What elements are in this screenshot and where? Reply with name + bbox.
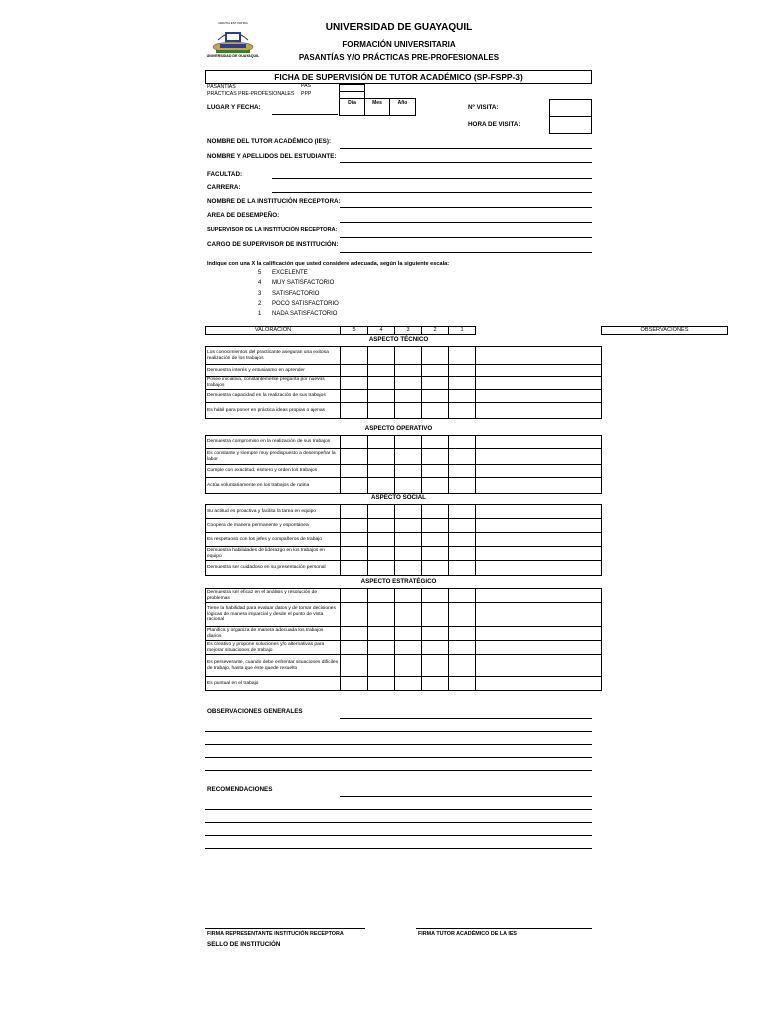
score-cell[interactable] <box>395 436 422 449</box>
table-row <box>206 365 602 377</box>
visit-no-field[interactable] <box>549 99 592 117</box>
score-cell[interactable] <box>341 677 368 691</box>
col-1: 1 <box>449 327 476 335</box>
criterion-text: Coopera de manera permanente y espontánea <box>206 519 341 533</box>
score-cell[interactable] <box>449 478 476 494</box>
criterion-text: Es respetuoso con los jefes y compañeros de trabajo <box>206 533 341 547</box>
score-cell[interactable] <box>449 390 476 403</box>
table-row <box>206 561 602 576</box>
table-row <box>206 603 602 627</box>
criterion-text: Su actitud es proactiva y facilita la tarea en equipo <box>206 505 341 519</box>
score-cell[interactable] <box>449 561 476 576</box>
table-row <box>206 677 602 691</box>
score-cell[interactable] <box>341 641 368 655</box>
university-name: UNIVERSIDAD DE GUAYAQUIL <box>325 22 473 33</box>
score-cell[interactable] <box>449 655 476 677</box>
observation-cell[interactable] <box>476 627 602 641</box>
recommendations-line[interactable] <box>205 809 592 810</box>
table-row <box>206 465 602 478</box>
score-cell[interactable] <box>422 436 449 449</box>
visit-time-field[interactable] <box>549 116 592 134</box>
col-3: 3 <box>395 327 422 335</box>
score-cell[interactable] <box>449 449 476 465</box>
scale-item: 2 POCO SATISFACTORIO <box>258 300 339 307</box>
score-cell[interactable] <box>422 561 449 576</box>
observation-cell[interactable] <box>476 641 602 655</box>
program-line: PASANTÍAS Y/O PRÁCTICAS PRE-PROFESIONALES <box>298 53 500 62</box>
score-cell[interactable] <box>368 465 395 478</box>
table-row <box>206 449 602 465</box>
observation-cell[interactable] <box>476 465 602 478</box>
observation-cell[interactable] <box>476 377 602 390</box>
observation-cell[interactable] <box>476 505 602 519</box>
table-row <box>206 390 602 403</box>
score-cell[interactable] <box>341 655 368 677</box>
score-cell[interactable] <box>341 627 368 641</box>
recommendations-line[interactable] <box>340 796 592 797</box>
scale-legend <box>258 270 339 321</box>
score-cell[interactable] <box>422 390 449 403</box>
general-obs-label: OBSERVACIONES GENERALES <box>207 708 303 715</box>
score-cell[interactable] <box>341 465 368 478</box>
score-cell[interactable] <box>368 505 395 519</box>
logo-motto: CIENTIA EST PATRIA <box>218 21 248 25</box>
score-cell[interactable] <box>449 533 476 547</box>
criterion-text: Demuestra ser eficaz en el análisis y resolución de problemas <box>206 589 341 603</box>
score-cell[interactable] <box>395 641 422 655</box>
score-cell[interactable] <box>449 436 476 449</box>
observation-cell[interactable] <box>476 436 602 449</box>
score-cell[interactable] <box>395 505 422 519</box>
scale-item: 1 NADA SATISFACTORIO <box>258 311 338 318</box>
observation-cell[interactable] <box>476 533 602 547</box>
observation-cell[interactable] <box>476 390 602 403</box>
score-cell[interactable] <box>368 390 395 403</box>
scale-item: 3 SATISFACTORIO <box>258 290 320 297</box>
month-box[interactable] <box>364 98 390 116</box>
section-table <box>205 504 602 576</box>
score-cell[interactable] <box>422 677 449 691</box>
criterion-text: Actúa voluntariamente en los trabajos de rutina <box>206 478 341 494</box>
general-obs-line[interactable] <box>205 731 592 732</box>
score-cell[interactable] <box>449 347 476 365</box>
score-cell[interactable] <box>422 347 449 365</box>
type-pas: PAS <box>301 83 311 89</box>
score-cell[interactable] <box>422 547 449 561</box>
score-cell[interactable] <box>449 627 476 641</box>
col-4: 4 <box>368 327 395 335</box>
score-cell[interactable] <box>368 547 395 561</box>
score-cell[interactable] <box>449 465 476 478</box>
type-ppp: PPP <box>301 91 312 97</box>
score-cell[interactable] <box>449 603 476 627</box>
sign-institution-label: FIRMA REPRESENTANTE INSTITUCIÓN RECEPTORA <box>207 931 344 937</box>
score-cell[interactable] <box>341 377 368 390</box>
score-cell[interactable] <box>368 677 395 691</box>
type-pasantias: PASANTÍAS <box>207 84 236 90</box>
observation-cell[interactable] <box>476 478 602 494</box>
table-row <box>206 505 602 519</box>
col-valoracion: VALORACIÓN <box>206 327 341 335</box>
score-cell[interactable] <box>341 449 368 465</box>
score-cell[interactable] <box>395 465 422 478</box>
score-cell[interactable] <box>422 478 449 494</box>
score-cell[interactable] <box>341 519 368 533</box>
score-cell[interactable] <box>341 390 368 403</box>
score-cell[interactable] <box>368 533 395 547</box>
score-cell[interactable] <box>341 547 368 561</box>
score-cell[interactable] <box>368 436 395 449</box>
scale-item: 4 MUY SATISFACTORIO <box>258 280 335 287</box>
criterion-text: Demuestra habilidades de liderazgo en los trabajos en equipo <box>206 547 341 561</box>
institution-field[interactable] <box>340 207 592 208</box>
observation-cell[interactable] <box>476 449 602 465</box>
table-row <box>206 347 602 365</box>
score-cell[interactable] <box>368 627 395 641</box>
table-row <box>206 403 602 419</box>
score-cell[interactable] <box>422 465 449 478</box>
score-cell[interactable] <box>341 436 368 449</box>
score-cell[interactable] <box>368 478 395 494</box>
score-cell[interactable] <box>449 365 476 377</box>
supervisor-field[interactable] <box>340 237 592 238</box>
observation-cell[interactable] <box>476 403 602 419</box>
score-cell[interactable] <box>341 347 368 365</box>
score-cell[interactable] <box>422 403 449 419</box>
section-title: ASPECTO ESTRATÉGICO <box>360 578 437 585</box>
table-row <box>206 377 602 390</box>
score-cell[interactable] <box>341 365 368 377</box>
observation-cell[interactable] <box>476 655 602 677</box>
criterion-text: Es constante y siempre muy predispuesto a desempeñar la labor <box>206 449 341 465</box>
section-title: ASPECTO SOCIAL <box>371 494 426 501</box>
score-cell[interactable] <box>341 505 368 519</box>
col-5: 5 <box>341 327 368 335</box>
table-row <box>206 547 602 561</box>
score-cell[interactable] <box>395 655 422 677</box>
student-name-field[interactable] <box>340 162 592 163</box>
evaluation-header-table <box>205 326 728 335</box>
score-cell[interactable] <box>422 377 449 390</box>
score-cell[interactable] <box>395 403 422 419</box>
score-cell[interactable] <box>449 547 476 561</box>
tutor-name-label: NOMBRE DEL TUTOR ACADÉMICO (IES): <box>207 138 332 145</box>
score-cell[interactable] <box>422 449 449 465</box>
career-field[interactable] <box>272 192 592 193</box>
score-cell[interactable] <box>422 655 449 677</box>
observation-cell[interactable] <box>476 561 602 576</box>
day-label: Día <box>348 100 356 106</box>
career-label: CARRERA: <box>207 184 241 191</box>
score-cell[interactable] <box>341 589 368 603</box>
score-cell[interactable] <box>422 505 449 519</box>
observation-cell[interactable] <box>476 347 602 365</box>
area-label: AREA DE DESEMPEÑO: <box>207 212 280 219</box>
score-cell[interactable] <box>395 478 422 494</box>
general-obs-line[interactable] <box>205 770 592 771</box>
score-cell[interactable] <box>422 641 449 655</box>
criterion-text: Es hábil para poner en práctica ideas propias o ajenas <box>206 403 341 419</box>
observation-cell[interactable] <box>476 519 602 533</box>
table-row <box>206 533 602 547</box>
score-cell[interactable] <box>368 377 395 390</box>
recommendations-label: RECOMENDACIONES <box>207 786 273 793</box>
observation-cell[interactable] <box>476 365 602 377</box>
form-title: FICHA DE SUPERVISIÓN DE TUTOR ACADÉMICO (SP-FSPP-3) <box>274 72 523 82</box>
criterion-text: Planifica y organiza de manera adecuada los trabajos diarios <box>206 627 341 641</box>
supervisor-role-label: CARGO DE SUPERVISOR DE INSTITUCIÓN: <box>207 241 339 248</box>
scale-instruction: Indique con una X la calificación que usted considere adecuada, según la siguiente escala: <box>207 261 450 267</box>
general-obs-line[interactable] <box>205 757 592 758</box>
criterion-text: Los conocimientos del practicante aseguran una exitosa realización de los trabajos <box>206 347 341 365</box>
area-field[interactable] <box>340 222 592 223</box>
scale-item: 5 EXCELENTE <box>258 270 308 276</box>
month-label: Mes <box>372 100 382 106</box>
score-cell[interactable] <box>422 519 449 533</box>
score-cell[interactable] <box>395 603 422 627</box>
supervisor-label: SUPERVISOR DE LA INSTITUCIÓN RECEPTORA: <box>207 227 338 233</box>
place-date-label: LUGAR Y FECHA: <box>207 104 261 111</box>
score-cell[interactable] <box>341 561 368 576</box>
recommendations-line[interactable] <box>205 848 592 849</box>
faculty-field[interactable] <box>272 178 592 179</box>
signature-line-tutor[interactable] <box>416 928 592 929</box>
score-cell[interactable] <box>368 603 395 627</box>
observation-cell[interactable] <box>476 677 602 691</box>
score-cell[interactable] <box>395 677 422 691</box>
signature-line-institution[interactable] <box>205 928 365 929</box>
score-cell[interactable] <box>368 519 395 533</box>
sign-tutor-label: FIRMA TUTOR ACADÉMICO DE LA IES <box>418 931 518 937</box>
recommendations-line[interactable] <box>205 822 592 823</box>
score-cell[interactable] <box>449 519 476 533</box>
observation-cell[interactable] <box>476 589 602 603</box>
year-label: Año <box>397 100 408 106</box>
score-cell[interactable] <box>422 365 449 377</box>
table-row <box>206 589 602 603</box>
score-cell[interactable] <box>395 561 422 576</box>
score-cell[interactable] <box>368 655 395 677</box>
score-cell[interactable] <box>449 403 476 419</box>
score-cell[interactable] <box>341 603 368 627</box>
criterion-text: Tiene la habilidad para evaluar datos y de tomar decisiones lógicas de manera imparcial y desde el punto de vista racional <box>206 603 341 627</box>
score-cell[interactable] <box>341 478 368 494</box>
score-cell[interactable] <box>422 627 449 641</box>
score-cell[interactable] <box>449 641 476 655</box>
seal-label: SELLO DE INSTITUCIÓN <box>207 941 281 948</box>
score-cell[interactable] <box>368 365 395 377</box>
score-cell[interactable] <box>368 449 395 465</box>
recommendations-line[interactable] <box>205 835 592 836</box>
criterion-text: Cumple con exactitud, esmero y orden los trabajos <box>206 465 341 478</box>
institution-label: NOMBRE DE LA INSTITUCIÓN RECEPTORA: <box>207 198 341 205</box>
score-cell[interactable] <box>395 627 422 641</box>
supervisor-role-field[interactable] <box>340 252 592 253</box>
score-cell[interactable] <box>449 677 476 691</box>
section-title: ASPECTO OPERATIVO <box>364 425 433 432</box>
score-cell[interactable] <box>395 519 422 533</box>
score-cell[interactable] <box>449 377 476 390</box>
section-table <box>205 588 602 691</box>
faculty-line: FORMACIÓN UNIVERSITARIA <box>342 40 456 49</box>
section-table <box>205 435 602 494</box>
observation-cell[interactable] <box>476 547 602 561</box>
student-name-label: NOMBRE Y APELLIDOS DEL ESTUDIANTE: <box>207 153 337 160</box>
score-cell[interactable] <box>368 561 395 576</box>
day-box[interactable] <box>339 98 365 116</box>
score-cell[interactable] <box>395 449 422 465</box>
score-cell[interactable] <box>368 641 395 655</box>
faculty-label: FACULTAD: <box>207 171 243 178</box>
score-cell[interactable] <box>395 547 422 561</box>
year-box[interactable] <box>389 98 416 116</box>
visit-no-label: Nº VISITA: <box>468 104 499 111</box>
score-cell[interactable] <box>395 390 422 403</box>
table-row <box>206 655 602 677</box>
score-cell[interactable] <box>395 589 422 603</box>
visit-time-label: HORA DE VISITA: <box>468 121 521 128</box>
table-row <box>206 519 602 533</box>
score-cell[interactable] <box>368 589 395 603</box>
col-2: 2 <box>422 327 449 335</box>
criterion-text: Es puntual en el trabajo <box>206 677 341 691</box>
table-row <box>206 478 602 494</box>
score-cell[interactable] <box>395 533 422 547</box>
score-cell[interactable] <box>422 533 449 547</box>
section-table <box>205 346 602 419</box>
score-cell[interactable] <box>368 403 395 419</box>
form-title-box <box>205 70 592 84</box>
section-title: ASPECTO TÉCNICO <box>368 336 429 343</box>
observation-cell[interactable] <box>476 603 602 627</box>
col-observaciones: OBSERVACIONES <box>602 327 728 335</box>
criterion-text: Demuestra ser cuidadoso en su presentación personal <box>206 561 341 576</box>
criterion-text: Es perseverante, cuando debe enfrentar situaciones difíciles de trabajo, hasta que éste quede resuelto <box>206 655 341 677</box>
criterion-text: Es creativo y propone soluciones y/o alternativas para mejorar situaciones de trabajo <box>206 641 341 655</box>
score-cell[interactable] <box>422 589 449 603</box>
score-cell[interactable] <box>341 403 368 419</box>
score-cell[interactable] <box>395 365 422 377</box>
score-cell[interactable] <box>368 347 395 365</box>
score-cell[interactable] <box>449 589 476 603</box>
general-obs-line[interactable] <box>205 744 592 745</box>
score-cell[interactable] <box>395 377 422 390</box>
table-row <box>206 641 602 655</box>
type-practicas: PRÁCTICAS PRE-PROFESIONALES <box>207 91 295 97</box>
general-obs-line[interactable] <box>340 718 592 719</box>
score-cell[interactable] <box>395 347 422 365</box>
criterion-text: Demuestra capacidad en la realización de sus trabajos <box>206 390 341 403</box>
logo-caption: UNIVERSIDAD DE GUAYAQUIL <box>206 54 260 58</box>
score-cell[interactable] <box>449 505 476 519</box>
table-row <box>206 436 602 449</box>
tutor-name-field[interactable] <box>340 148 592 149</box>
table-row <box>206 627 602 641</box>
criterion-text: Posee iniciativa, constantemente pregunta por nuevos trabajos <box>206 377 341 390</box>
score-cell[interactable] <box>422 603 449 627</box>
criterion-text: Demuestra interés y entusiasmo en aprender <box>206 365 341 377</box>
score-cell[interactable] <box>341 533 368 547</box>
criterion-text: Demuestra compromiso en la realización de sus trabajos <box>206 436 341 449</box>
